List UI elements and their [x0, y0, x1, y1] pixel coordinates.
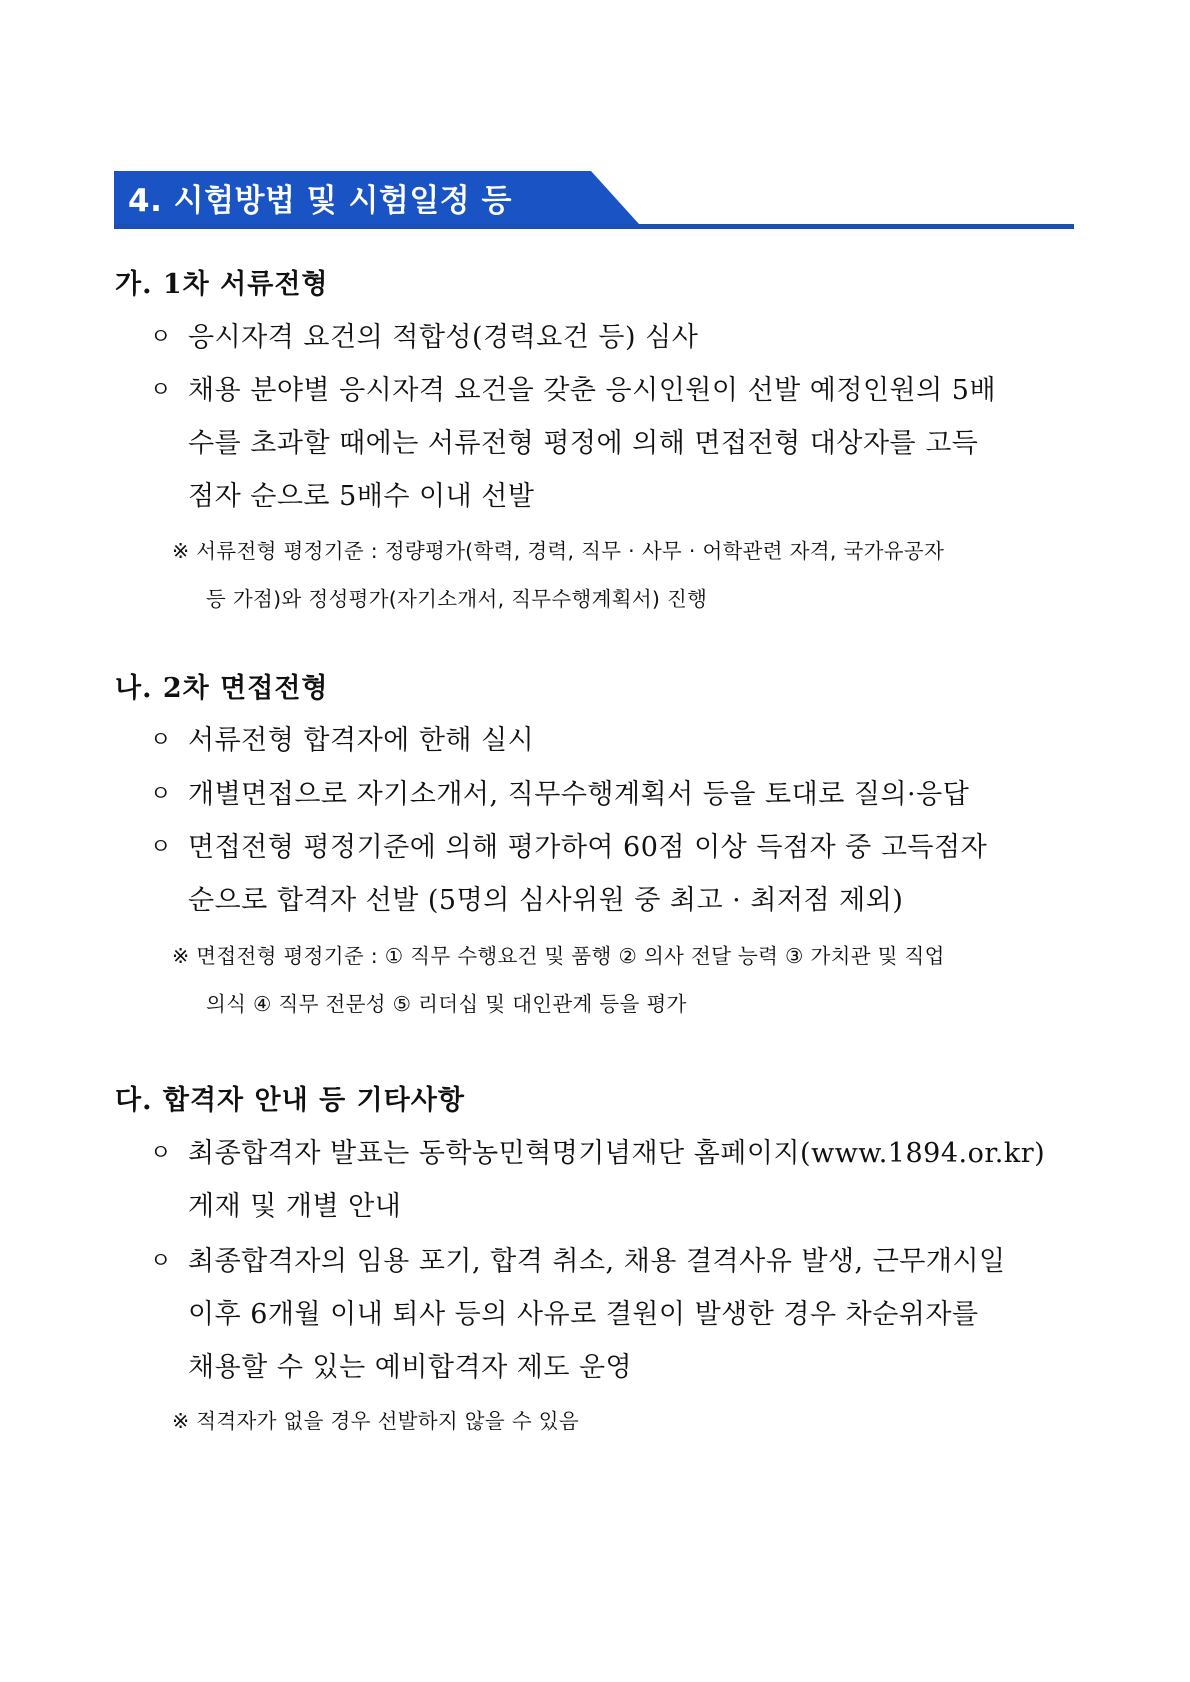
- note-text: ※ 서류전형 평정기준 : 정량평가(학력, 경력, 직무 · 사무 · 어학관련 자격, 국가유공자: [172, 539, 945, 563]
- bullet-text: 면접전형 평정기준에 의해 평가하여 60점 이상 득점자 중 고득점자: [188, 832, 988, 863]
- bullet-text: 개별면접으로 자기소개서, 직무수행계획서 등을 토대로 질의·응답: [188, 779, 970, 810]
- bullet-text: 최종합격자 발표는 동학농민혁명기념재단 홈페이지(www.1894.or.kr): [188, 1138, 1046, 1169]
- subsection-heading: 가. 1차 서류전형: [115, 269, 329, 300]
- bullet-text: 서류전형 합격자에 한해 실시: [188, 725, 535, 756]
- bullet-text: 이후 6개월 이내 퇴사 등의 사유로 결원이 발생한 경우 차순위자를: [188, 1299, 979, 1330]
- bullet-circle: ㅇ: [150, 378, 172, 403]
- header-banner: [114, 171, 584, 224]
- note-text: 등 가점)와 정성평가(자기소개서, 직무수행계획서) 진행: [206, 587, 708, 611]
- section-title: 4. 시험방법 및 시험일정 등: [128, 183, 512, 219]
- bullet-text: 점자 순으로 5배수 이내 선발: [188, 481, 535, 512]
- bullet-circle: ㅇ: [150, 1249, 172, 1274]
- bullet-text: 순으로 합격자 선발 (5명의 심사위원 중 최고 · 최저점 제외): [188, 885, 904, 916]
- subsection-heading: 다. 합격자 안내 등 기타사항: [115, 1085, 465, 1116]
- bullet-circle: ㅇ: [150, 782, 172, 807]
- bullet-circle: ㅇ: [150, 1141, 172, 1166]
- section-header: [114, 171, 1074, 229]
- bullet-text: 채용 분야별 응시자격 요건을 갖춘 응시인원이 선발 예정인원의 5배: [188, 375, 997, 406]
- note-text: 의식 ④ 직무 전문성 ⑤ 리더십 및 대인관계 등을 평가: [206, 992, 687, 1016]
- bullet-text: 게재 및 개별 안내: [188, 1191, 402, 1222]
- note-text: ※ 적격자가 없을 경우 선발하지 않을 수 있음: [172, 1409, 579, 1433]
- bullet-text: 응시자격 요건의 적합성(경력요건 등) 심사: [188, 322, 699, 353]
- bullet-text: 수를 초과할 때에는 서류전형 평정에 의해 면접전형 대상자를 고득: [188, 428, 979, 459]
- bullet-circle: ㅇ: [150, 728, 172, 753]
- bullet-text: 채용할 수 있는 예비합격자 제도 운영: [188, 1352, 633, 1383]
- bullet-circle: ㅇ: [150, 325, 172, 350]
- subsection-heading: 나. 2차 면접전형: [115, 673, 329, 704]
- bullet-circle: ㅇ: [150, 835, 172, 860]
- header-banner-slope: [583, 171, 643, 229]
- bullet-text: 최종합격자의 임용 포기, 합격 취소, 채용 결격사유 발생, 근무개시일: [188, 1246, 1006, 1277]
- note-text: ※ 면접전형 평정기준 : ① 직무 수행요건 및 품행 ② 의사 전달 능력 ③ 가치관 및 직업: [172, 944, 945, 968]
